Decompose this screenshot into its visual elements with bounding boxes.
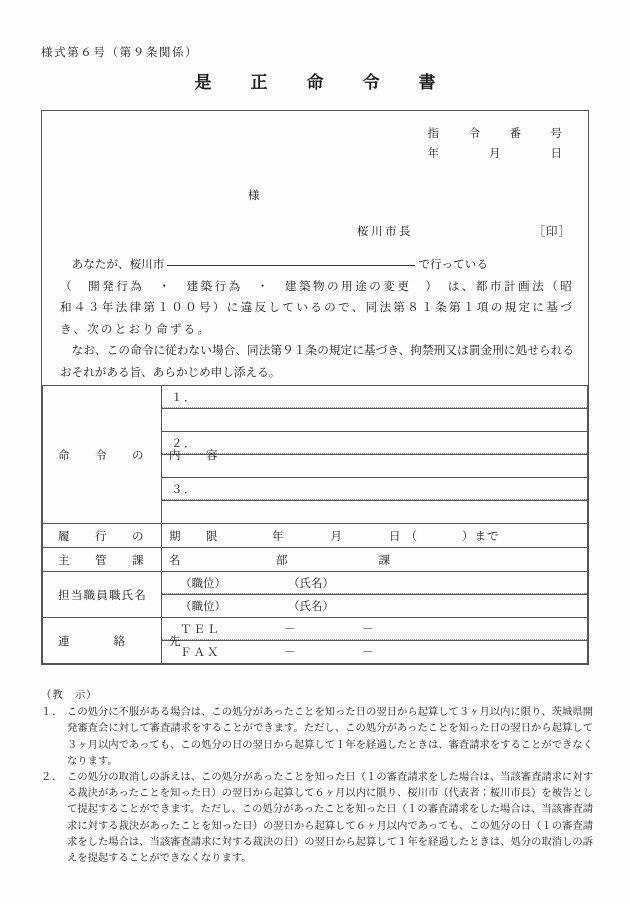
department-label-cell bbox=[43, 548, 188, 572]
order-item-1-number: １． bbox=[162, 386, 587, 408]
form-upper-section bbox=[42, 111, 588, 385]
blank-fill-line[interactable] bbox=[167, 265, 415, 266]
deadline-day: 日 bbox=[389, 528, 402, 543]
body-line1-suffix: で行っている bbox=[418, 257, 488, 271]
table-row-deadline bbox=[43, 524, 588, 548]
staff-name-1: （氏名） bbox=[288, 575, 334, 590]
contact-fax-dash-2: － bbox=[362, 645, 376, 659]
deadline-paren-open: （ bbox=[405, 528, 418, 543]
note-item-2 bbox=[41, 769, 593, 866]
department-label: 主 管 課 名 bbox=[58, 552, 188, 567]
staff-row-1-cell[interactable] bbox=[162, 572, 588, 595]
deadline-label: 履 行 の 期 限 bbox=[58, 528, 225, 543]
department-bu: 部 bbox=[276, 552, 289, 567]
table-row-order-content bbox=[43, 386, 588, 409]
department-ka: 課 bbox=[378, 552, 391, 567]
contact-tel-cell[interactable] bbox=[162, 618, 588, 641]
contact-label: 連 絡 先 bbox=[58, 633, 188, 648]
seal-mark: ［印］ bbox=[533, 224, 571, 238]
note-1-number: １． bbox=[41, 706, 64, 719]
table-row-department bbox=[43, 548, 588, 572]
contact-fax-cell[interactable] bbox=[162, 641, 588, 664]
staff-row-2-cell[interactable] bbox=[162, 595, 588, 618]
body-paragraph-1-rest: （ 開発行為 ・ 建築行為 ・ 建築物の用途の変更 ） は、都市計画法（昭和４３年法律第１００号）に違反しているので、同法第８１条第１項の規定に基づき、次のとおり命ずる。 bbox=[60, 278, 574, 336]
order-item-1-detail-cell[interactable] bbox=[162, 409, 588, 432]
staff-label-cell bbox=[43, 572, 162, 618]
deadline-paren-close: ） bbox=[462, 528, 475, 543]
form-table bbox=[42, 385, 588, 664]
contact-label-cell bbox=[43, 618, 188, 664]
deadline-month: 月 bbox=[330, 528, 343, 543]
table-row-staff bbox=[43, 572, 588, 595]
order-item-3-detail-cell[interactable] bbox=[162, 501, 588, 524]
department-value bbox=[162, 552, 587, 568]
main-form-box bbox=[41, 110, 589, 665]
contact-tel-label: ＴＥＬ bbox=[180, 621, 221, 636]
contact-fax-row bbox=[162, 641, 587, 663]
order-item-1-detail bbox=[162, 409, 587, 431]
contact-fax-label: ＦＡＸ bbox=[180, 645, 221, 659]
staff-row-2 bbox=[162, 595, 587, 617]
note-2-text: この処分の取消しの訴えは、この処分があったことを知った日（１の審査請求をした場合は、当該審査請求に対する裁決があったことを知った日）の翌日から起算して６ヶ月以内に限り、桜川市（代表者：桜川市長）を被告として提起することができます。ただし、この処分があったことを知った日（１の審査請求をした場合は、当該審査請求に対する裁決があったことを知った日）の翌日から起算して６ヶ月以内であっても、この処分の日（１の審査請求をした場合は、当該審査請求に対する裁決の日）の翌日から起算して１年を経過したときは、処分の取消しの訴えを提起することができなくなります。 bbox=[67, 771, 593, 865]
deadline-value-cell[interactable] bbox=[162, 524, 588, 548]
instruction-notes bbox=[41, 687, 593, 866]
staff-post-1: （職位） bbox=[180, 575, 226, 590]
staff-label: 担当職員職氏名 bbox=[58, 587, 148, 602]
order-date-label: 年 月 日 bbox=[427, 146, 571, 160]
contact-tel-dash-1: － bbox=[284, 621, 298, 636]
order-item-3-detail bbox=[162, 501, 587, 523]
deadline-value bbox=[162, 528, 587, 544]
order-item-1-cell[interactable] bbox=[162, 386, 588, 409]
body-text bbox=[60, 254, 574, 383]
order-content-label-cell bbox=[43, 386, 225, 524]
staff-name-2: （氏名） bbox=[288, 599, 334, 613]
form-number: 様式第６号（第９条関係） bbox=[41, 45, 199, 59]
body-line1-prefix: あなたが、桜川市 bbox=[71, 257, 165, 271]
notes-heading: （教 示） bbox=[41, 689, 98, 701]
order-item-2-detail-cell[interactable] bbox=[162, 455, 588, 478]
deadline-until: まで bbox=[474, 528, 500, 543]
deadline-year: 年 bbox=[272, 528, 285, 543]
note-1-text: この処分に不服がある場合は、この処分があったことを知った日の翌日から起算して３ヶ月以内に限り、茨城県開発審査会に対して審査請求をすることができます。ただし、この処分があったことを知った日の翌日から起算して３ヶ月以内であっても、この処分の日の翌日から起算して１年を経過したときは、審査請求をすることができなくなります。 bbox=[67, 706, 593, 767]
department-value-cell[interactable] bbox=[162, 548, 588, 572]
addressee-suffix: 様 bbox=[248, 188, 260, 202]
note-item-1 bbox=[41, 704, 593, 769]
order-item-2-cell[interactable] bbox=[162, 432, 588, 455]
order-item-2-detail bbox=[162, 455, 587, 477]
order-number-block bbox=[428, 123, 572, 163]
contact-tel-dash-2: － bbox=[362, 621, 376, 636]
contact-fax-dash-1: － bbox=[284, 645, 298, 659]
contact-tel-row bbox=[162, 618, 587, 640]
order-number-label: 指 令 番 号 bbox=[427, 126, 571, 140]
order-content-label: 命 令 の 内 容 bbox=[58, 447, 225, 462]
issuer-name: 桜川市長 bbox=[357, 224, 413, 238]
staff-row-1 bbox=[162, 572, 587, 594]
deadline-label-cell bbox=[43, 524, 225, 548]
staff-post-2: （職位） bbox=[180, 599, 226, 613]
table-row-contact bbox=[43, 618, 588, 641]
page-title: 是 正 命 令 書 bbox=[194, 73, 447, 93]
note-2-number: ２． bbox=[41, 771, 64, 784]
order-item-3-cell[interactable] bbox=[162, 478, 588, 501]
body-paragraph-2: なお、この命令に従わない場合、同法第９１条の規定に基づき、拘禁刑又は罰金刑に処せられるおそれがある旨、あらかじめ申し添える。 bbox=[60, 343, 574, 379]
body-paragraph-1 bbox=[60, 254, 574, 340]
order-item-2-number: ２． bbox=[162, 432, 587, 454]
order-item-3-number: ３． bbox=[162, 478, 587, 500]
